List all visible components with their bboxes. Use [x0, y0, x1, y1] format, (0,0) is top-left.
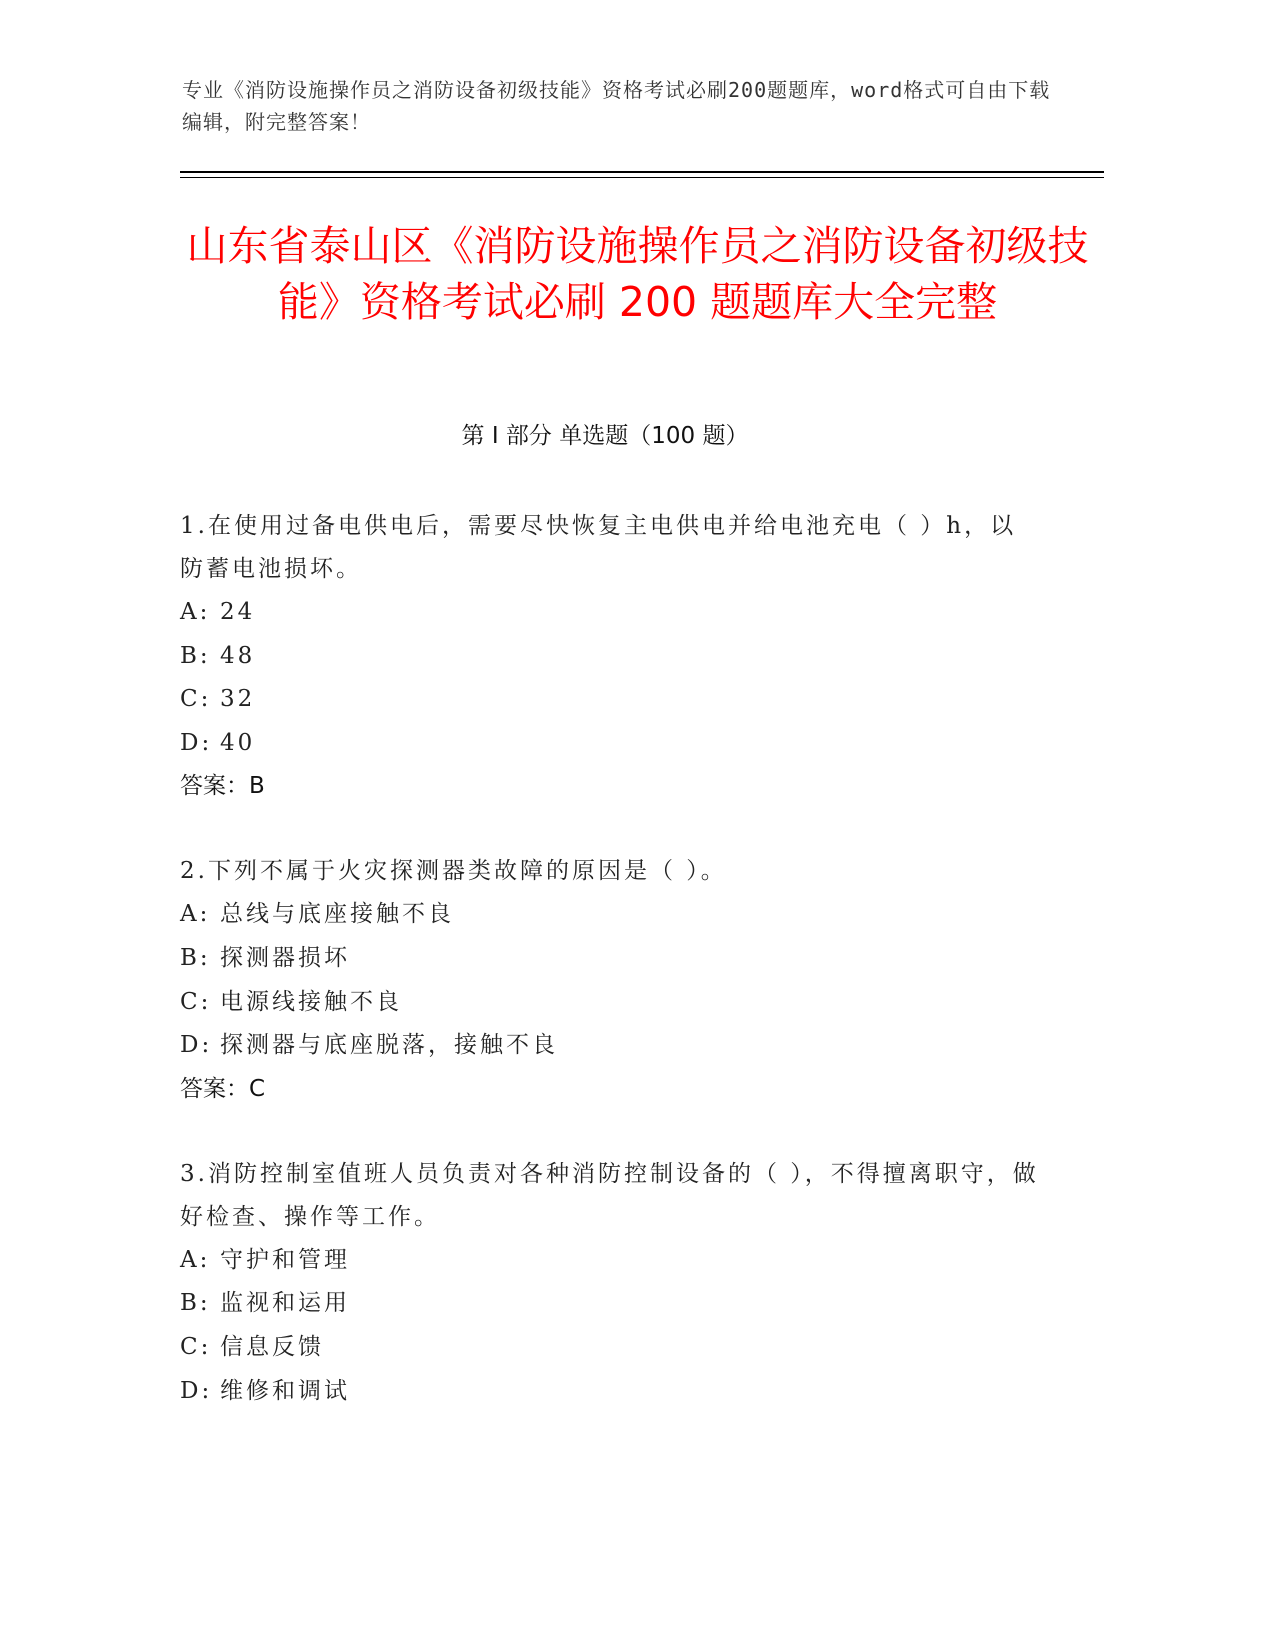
option-letter: D:: [180, 1377, 213, 1404]
question-list: [180, 505, 1040, 1455]
header-note: 专业《消防设施操作员之消防设备初级技能》资格考试必刷200题题库，word格式可自由下载编辑，附完整答案！: [182, 78, 1051, 134]
option-d: [180, 1024, 1040, 1068]
option-text: 32: [220, 686, 256, 713]
question-3: [180, 1153, 1040, 1413]
option-text: 总线与底座接触不良: [220, 901, 454, 928]
answer-line: 答案：B: [180, 773, 265, 800]
option-letter: D:: [180, 1032, 213, 1059]
option-c: [180, 678, 1040, 722]
option-letter: D:: [180, 729, 213, 756]
header-rule-thin: [180, 177, 1104, 178]
option-c: [180, 1326, 1040, 1370]
option-letter: B:: [180, 642, 211, 669]
option-b: [180, 635, 1040, 679]
option-b: [180, 1282, 1040, 1326]
option-a: [180, 893, 1040, 937]
option-letter: A:: [180, 599, 211, 625]
question-stem: 2.下列不属于火灾探测器类故障的原因是（ ）。: [180, 858, 727, 885]
option-letter: C:: [180, 686, 212, 713]
option-a: [180, 591, 1040, 635]
option-c: [180, 981, 1040, 1025]
option-text: 24: [220, 599, 256, 625]
answer-line: 答案：C: [180, 1075, 266, 1102]
option-text: 监视和运用: [220, 1290, 350, 1317]
option-letter: B:: [180, 1290, 211, 1317]
option-text: 48: [220, 642, 256, 669]
section-heading: 第 I 部分 单选题（100 题）: [461, 423, 749, 449]
question-2: [180, 850, 1040, 1110]
option-d: [180, 1370, 1040, 1414]
option-text: 电源线接触不良: [220, 988, 402, 1015]
option-letter: B:: [180, 944, 211, 971]
option-text: 探测器与底座脱落，接触不良: [220, 1032, 558, 1059]
option-letter: A:: [180, 901, 211, 928]
option-letter: C:: [180, 1333, 212, 1360]
option-b: [180, 937, 1040, 981]
option-d: [180, 722, 1040, 766]
question-stem: 3.消防控制室值班人员负责对各种消防控制设备的（ ），不得擅离职守，做好检查、操作等工作。: [180, 1160, 1039, 1230]
document-title: 山东省泰山区《消防设施操作员之消防设备初级技能》资格考试必刷 200 题题库大全完整: [186, 222, 1089, 326]
option-a: [180, 1239, 1040, 1283]
option-text: 守护和管理: [220, 1246, 350, 1273]
option-text: 维修和调试: [220, 1377, 350, 1404]
option-text: 信息反馈: [220, 1333, 324, 1360]
option-text: 40: [220, 729, 256, 756]
header-rule-thick: [180, 171, 1104, 173]
option-text: 探测器损坏: [220, 944, 350, 971]
question-1: [180, 505, 1040, 808]
option-letter: C:: [180, 988, 212, 1015]
question-stem: 1.在使用过备电供电后，需要尽快恢复主电供电并给电池充电（ ）h，以防蓄电池损坏。: [180, 513, 1017, 582]
option-letter: A:: [180, 1246, 211, 1273]
